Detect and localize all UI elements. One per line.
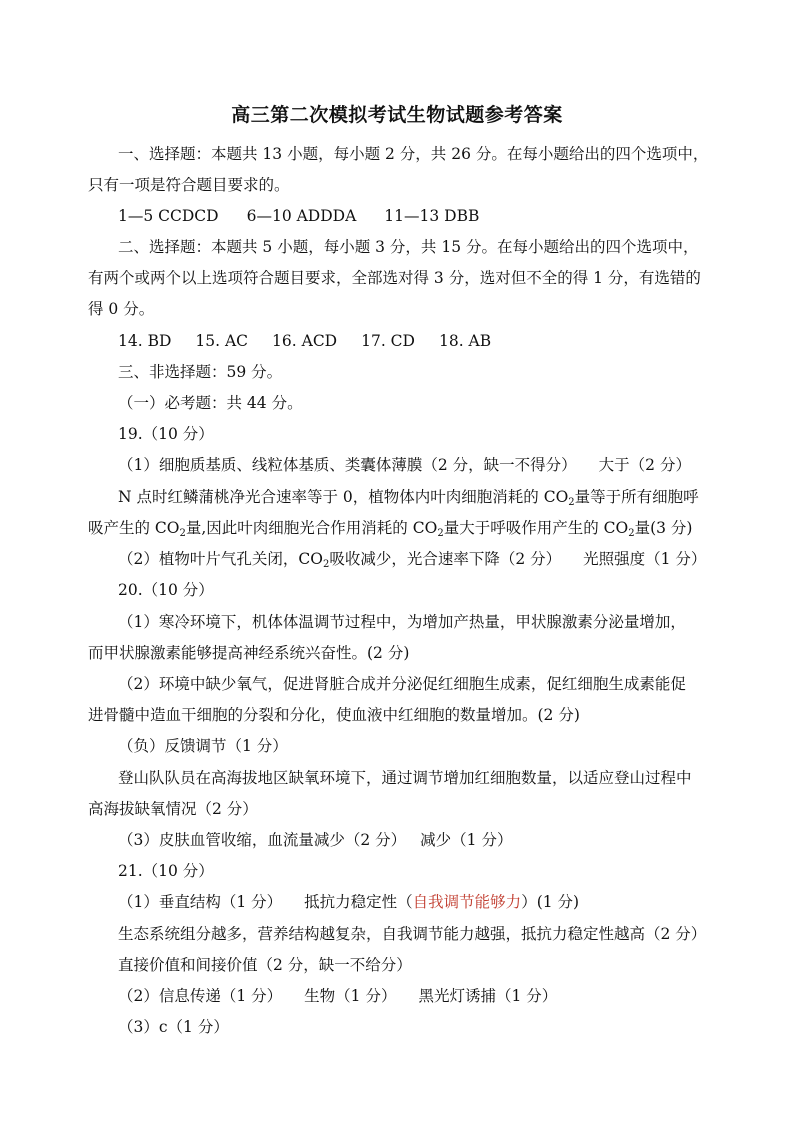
section2-intro-line3: 得 0 分。 (88, 300, 155, 318)
q19-explanation-line2: 吸产生的 $CO_2$量,因此叶肉细胞光合作用消耗的 $CO_2$量大于呼吸作用产生的 $CO_2$量(3 分) (88, 519, 693, 539)
section2-answers (118, 331, 491, 351)
q20-header: 20.（10 分） (118, 581, 214, 599)
highlighted-answer: 自我调节能够力 (412, 893, 522, 911)
section3-header: 三、非选择题：59 分。 (118, 363, 283, 381)
q20-part2-line5: 高海拔缺氧情况（2 分） (88, 800, 258, 818)
answer-item: 15. AC (195, 332, 249, 350)
q21-part2: （2）信息传递（1 分） 生物（1 分） 黑光灯诱捕（1 分） (118, 987, 558, 1005)
q20-part2-line2: 进骨髓中造血干细胞的分裂和分化，使血液中红细胞的数量增加。(2 分) (88, 706, 580, 724)
q20-part2-line1: （2）环境中缺少氧气，促进肾脏合成并分泌促红细胞生成素，促红细胞生成素能促 (118, 675, 686, 693)
q20-part1-line1: （1）寒冷环境下，机体体温调节过程中，为增加产热量，甲状腺激素分泌量增加， (118, 613, 686, 631)
q20-part2-line4: 登山队队员在高海拔地区缺氧环境下，通过调节增加红细胞数量，以适应登山过程中 (118, 769, 692, 787)
q20-part2-line3: （负）反馈调节（1 分） (118, 737, 288, 755)
q21-explanation: 生态系统组分越多，营养结构越复杂，自我调节能力越强，抵抗力稳定性越高（2 分） (118, 925, 707, 943)
answer-item: 18. AB (438, 332, 492, 350)
section1-intro-line1: 一、选择题：本题共 13 小题，每小题 2 分，共 26 分。在每小题给出的四个选项中， (118, 145, 709, 163)
page-title: 高三第二次模拟考试生物试题参考答案 (231, 104, 563, 126)
answer-item: 16. ACD (272, 332, 338, 350)
q19-part1: （1）细胞质基质、线粒体基质、类囊体薄膜（2 分，缺一不得分） 大于（2 分） (118, 456, 691, 474)
q19-part2: （2）植物叶片气孔关闭，$CO_2$吸收减少，光合速率下降（2 分） 光照强度（1 分） (118, 550, 707, 570)
answer-group: 1—5 CCDCD (118, 207, 219, 225)
answer-group: 6—10 ADDDA (246, 207, 357, 225)
q21-part3: （3）c（1 分） (118, 1018, 229, 1036)
section1-intro-line2: 只有一项是符合题目要求的。 (88, 176, 290, 194)
answer-item: 14. BD (118, 332, 172, 350)
q21-part1: （1）垂直结构（1 分） 抵抗力稳定性（自我调节能够力）(1 分) (118, 893, 580, 911)
section2-intro-line1: 二、选择题：本题共 5 小题，每小题 3 分，共 15 分。在每小题给出的四个选项中， (118, 238, 699, 256)
q20-part1-line2: 而甲状腺激素能够提高神经系统兴奋性。(2 分) (88, 644, 410, 662)
section3-required-header: （一）必考题：共 44 分。 (118, 394, 303, 412)
q19-header: 19.（10 分） (118, 425, 214, 443)
q21-value-answer: 直接价值和间接价值（2 分，缺一不给分） (118, 956, 412, 974)
q19-explanation-line1: N 点时红鳞蒲桃净光合速率等于 0，植物体内叶肉细胞消耗的 $CO_2$量等于所有细胞呼 (118, 488, 699, 508)
q21-header: 21.（10 分） (118, 862, 214, 880)
answer-item: 17. CD (361, 332, 415, 350)
q20-part3: （3）皮肤血管收缩，血流量减少（2 分） 减少（1 分） (118, 831, 513, 849)
section2-intro-line2: 有两个或两个以上选项符合题目要求，全部选对得 3 分，选对但不全的得 1 分，有选错的 (88, 269, 701, 287)
section1-answers (118, 206, 479, 226)
answer-group: 11—13 DBB (384, 207, 480, 225)
